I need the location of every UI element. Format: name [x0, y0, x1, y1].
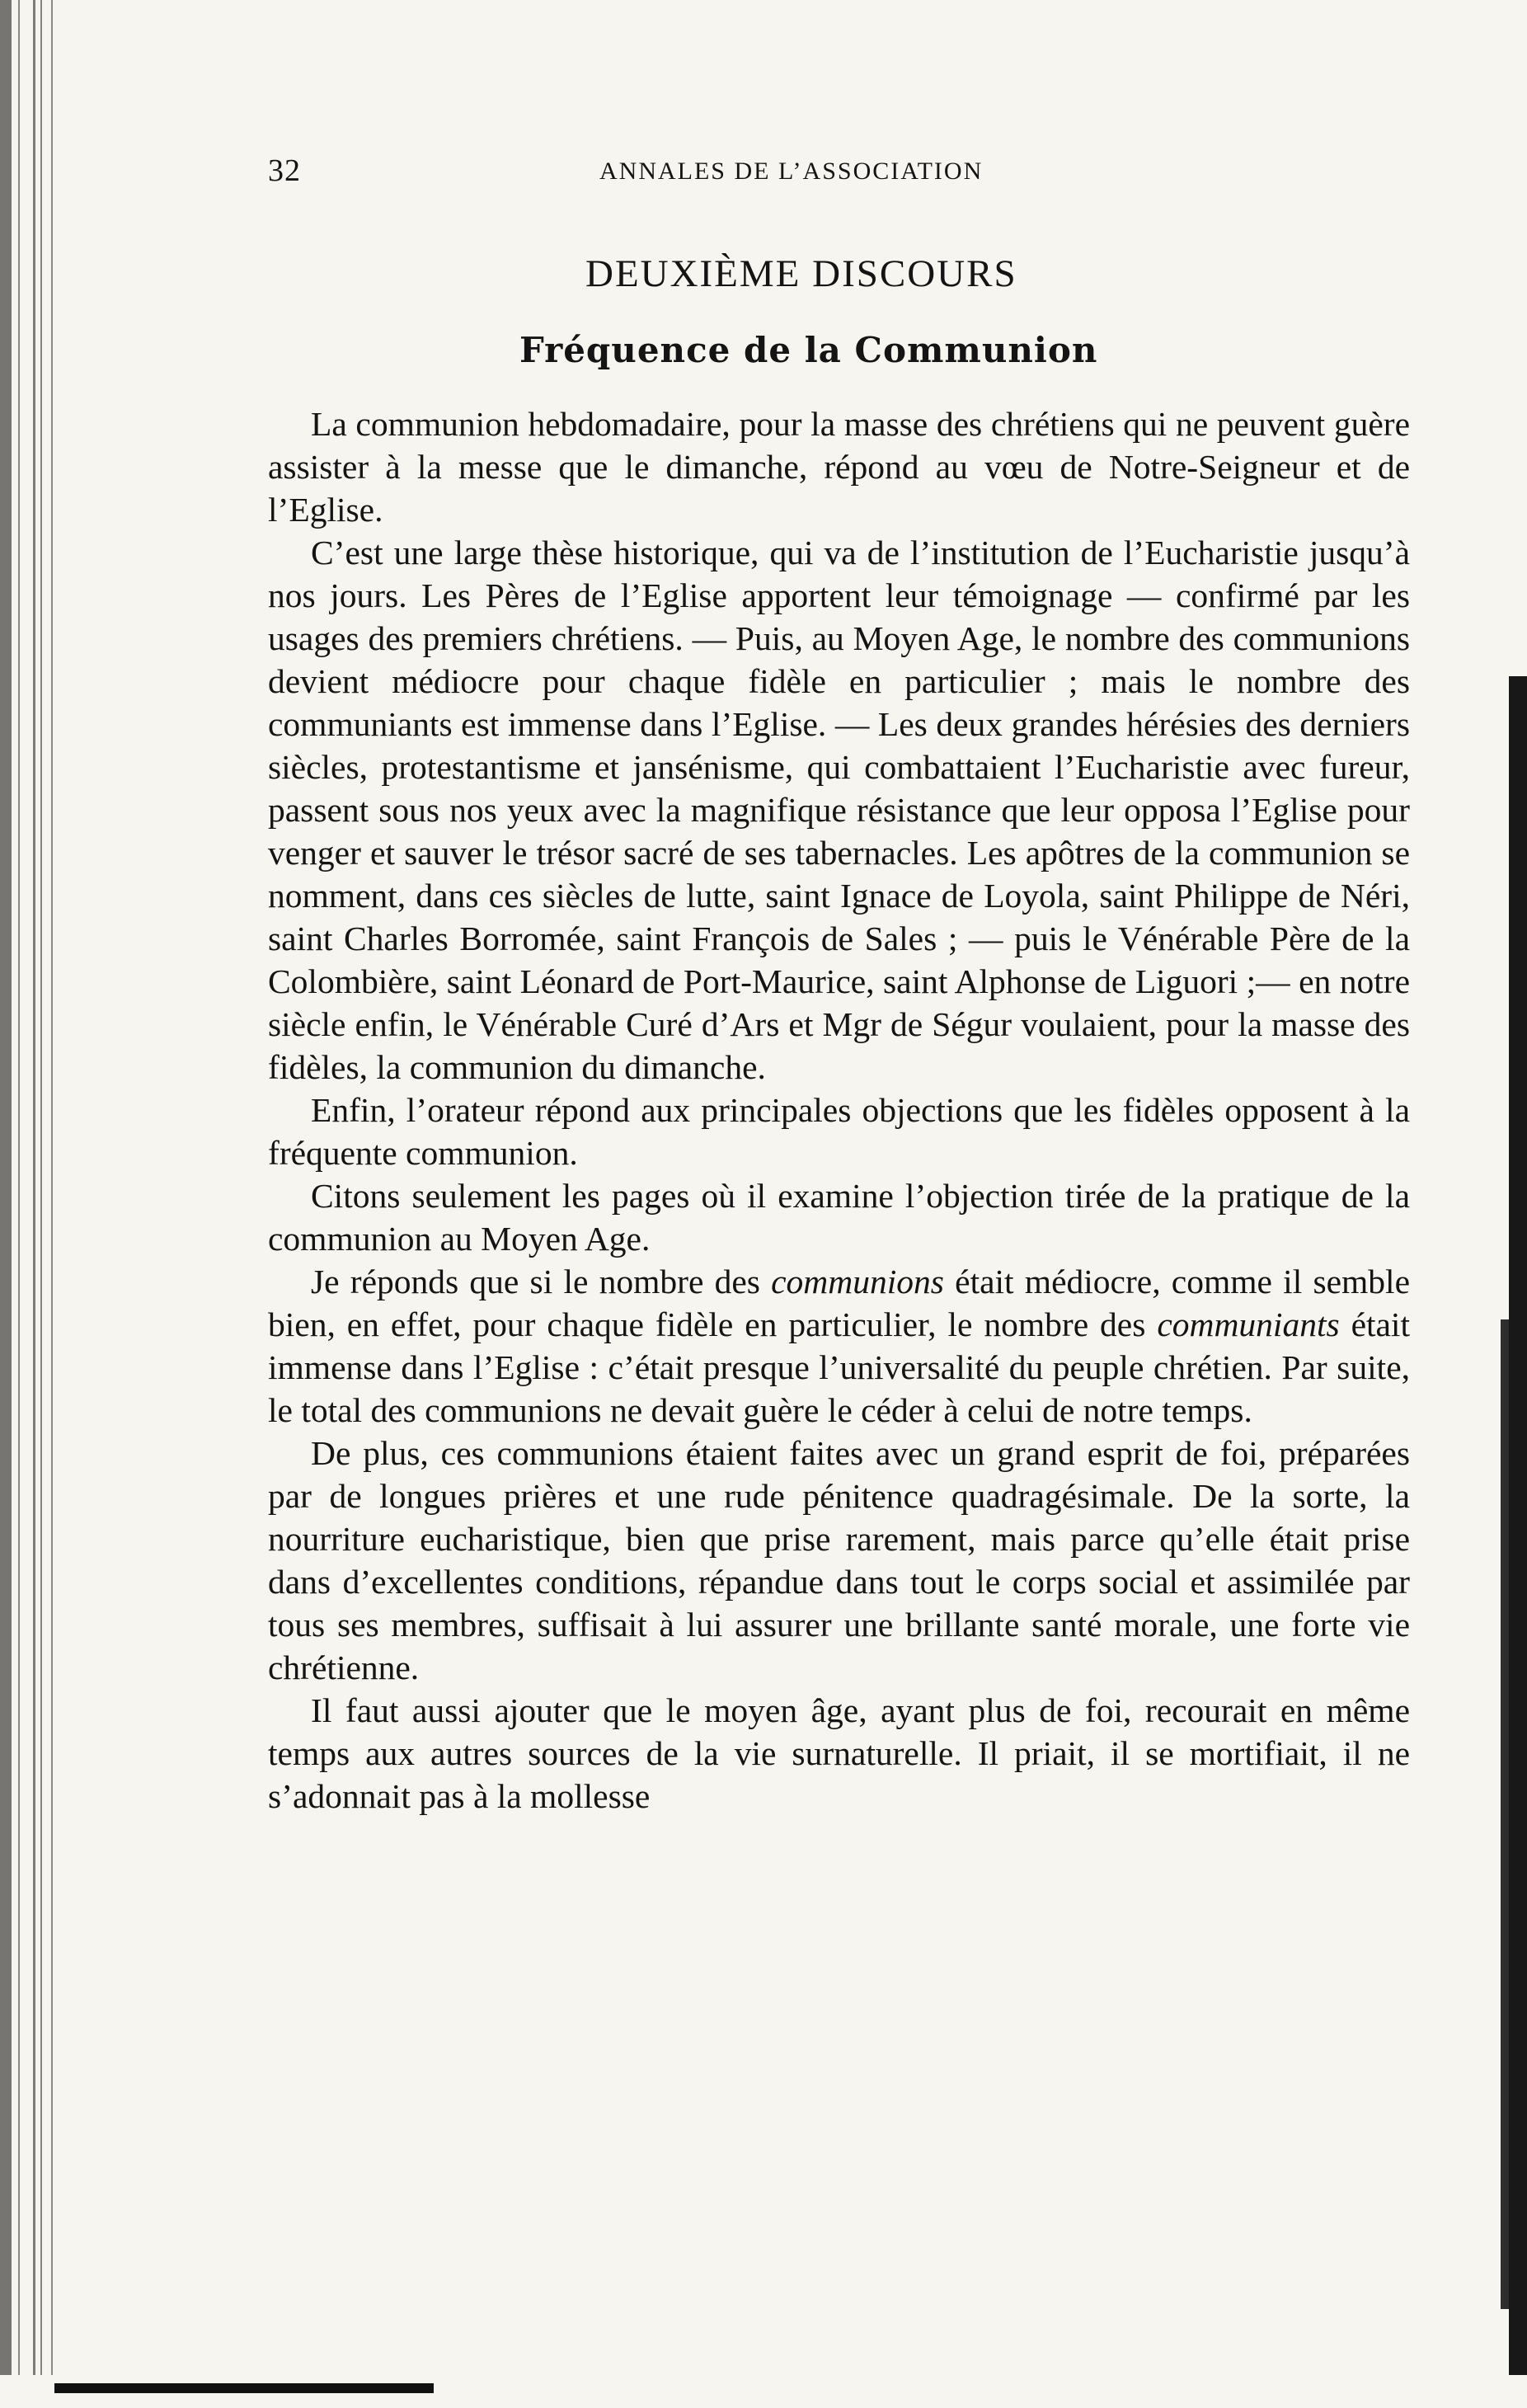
paragraph: Citons seulement les pages où il examine l’objection tirée de la pratique de la communion au Moyen Age. [268, 1177, 1410, 1258]
section-subtitle: Fréquence de la Communion [519, 330, 1098, 370]
binding-shadow [0, 0, 64, 2375]
paragraph-with-emphasis [268, 1260, 1410, 1432]
running-title: ANNALES DE L’ASSOCIATION [599, 158, 984, 185]
paragraph: Enfin, l’orateur répond aux principales objections que les fidèles opposent à la fréquente communion. [268, 1091, 1410, 1172]
page-edge-shadow [1509, 676, 1527, 2375]
page-edge-shadow-inner [1501, 1319, 1509, 2309]
section-title: DEUXIÈME DISCOURS [585, 252, 1017, 295]
paragraph: C’est une large thèse historique, qui va de l’institution de l’Eucharistie jusqu’à nos jours. Les Pères de l’Eglise apportent leur témoignage — confirmé par les usages des premiers chrétiens. — Puis, au Moyen Age, le nombre des communions devient médiocre pour chaque fidèle en particulier ; mais le nombre des communiants est immense dans l’Eglise. — Les deux grandes hérésies des derniers siècles, protestantisme et jansénisme, qui combattaient l’Eucharistie avec fureur, passent sous nos yeux avec la magnifique résistance que leur opposa l’Eglise pour venger et sauver le trésor sacré de ses tabernacles. Les apôtres de la communion se nomment, dans ces siècles de lutte, saint Ignace de Loyola, saint Philippe de Néri, saint Charles Borromée, saint François de Sales ; — puis le Vénérable Père de la Colombière, saint Léonard de Port-Maurice, saint Alphonse de Liguori ;— en notre siècle enfin, le Vénérable Curé d’Ars et Mgr de Ségur voulaient, pour la masse des fidèles, la communion du dimanche. [268, 534, 1410, 1086]
running-head [268, 153, 1422, 194]
bottom-edge-mark [54, 2383, 434, 2393]
paragraph: La communion hebdomadaire, pour la masse des chrétiens qui ne peuvent guère assister à la messe que le dimanche, répond au vœu de Notre-Seigneur et de l’Eglise. [268, 405, 1410, 529]
text-run: était médiocre, comme il semble bien, en effet, pour chaque fidèle en particulier, le nombre des [268, 1263, 1410, 1343]
emphasis-communions: communions [771, 1263, 944, 1300]
paragraph: Il faut aussi ajouter que le moyen âge, ayant plus de foi, recourait en même temps aux autres sources de la vie surnaturelle. Il priait, il se mortifiait, il ne s’adonnait pas à la mollesse [268, 1691, 1410, 1815]
text-run: était immense dans l’Eglise : c’était presque l’universalité du peuple chrétien. Par suite, le total des communions ne devait guère le céder à celui de notre temps. [268, 1305, 1410, 1429]
page-number: 32 [268, 153, 301, 188]
body-text [268, 402, 1410, 1818]
text-run: Je réponds que si le nombre des [311, 1263, 772, 1300]
paragraph: De plus, ces communions étaient faites avec un grand esprit de foi, préparées par de longues prières et une rude pénitence quadragésimale. De la sorte, la nourriture eucharistique, bien que prise rarement, mais parce qu’elle était prise dans d’excellentes conditions, répandue dans tout le corps social et assimilée par tous ses membres, suffisait à lui assurer une brillante santé morale, une forte vie chrétienne. [268, 1434, 1410, 1686]
emphasis-communiants: communiants [1157, 1305, 1340, 1343]
